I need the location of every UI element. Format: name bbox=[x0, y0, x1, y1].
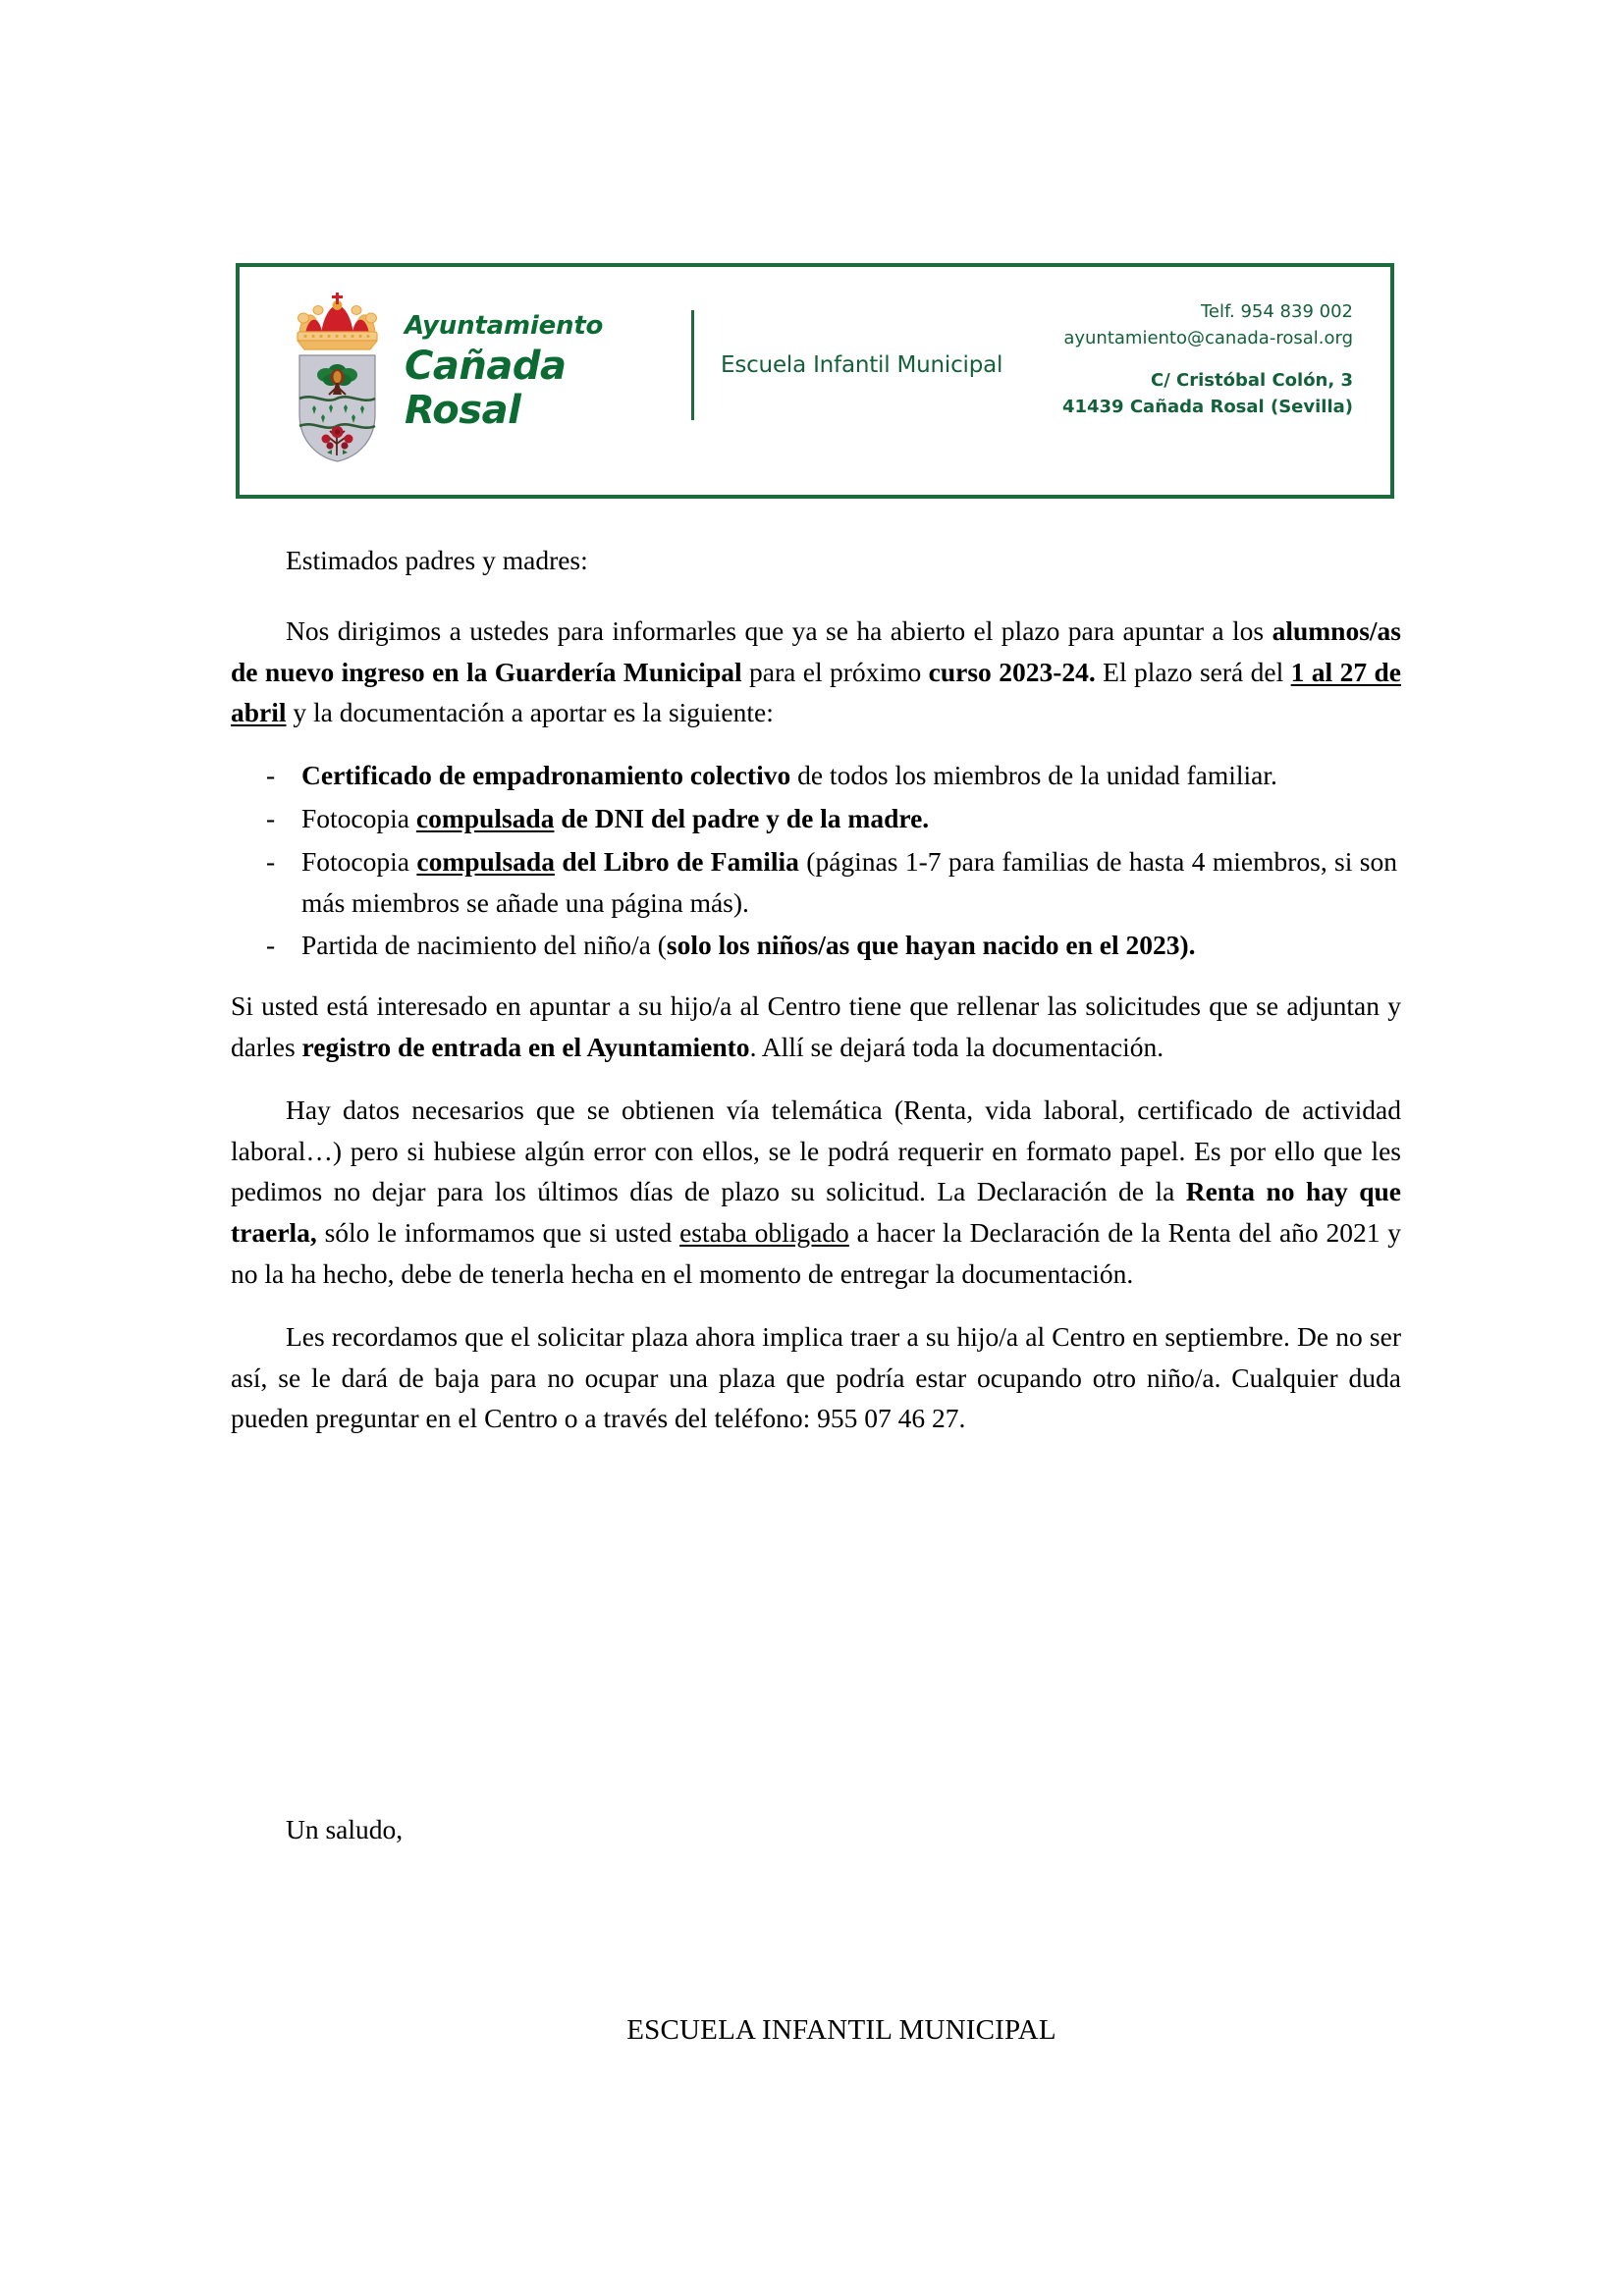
header-divider bbox=[691, 310, 694, 420]
p3-b1: Renta no hay que traerla, bbox=[231, 1176, 1402, 1249]
doc1-bu1: compulsada bbox=[415, 802, 555, 833]
p3-s2: sólo le informamos que si usted bbox=[316, 1217, 680, 1249]
paragraph-2 bbox=[231, 986, 1401, 1068]
doc3-b1: solo los niños/as que hayan nacido en el 2023). bbox=[666, 930, 1196, 961]
letter-body bbox=[231, 540, 1401, 1461]
contact-email: ayuntamiento@canada-rosal.org bbox=[1063, 328, 1353, 348]
list-dash: - bbox=[266, 930, 276, 961]
letter-closing: Un saludo, bbox=[286, 1814, 404, 1844]
p3-s3: a hacer la Declaración de la Renta del año 2021 y no la ha hecho, debe de tenerla hecha en el momento de entregar la documentación. bbox=[231, 1217, 1401, 1289]
list-dash: - bbox=[266, 760, 276, 791]
list-item bbox=[231, 841, 1401, 924]
signature-text: ESCUELA INFANTIL MUNICIPAL bbox=[626, 2014, 1056, 2046]
letterhead-box bbox=[236, 263, 1394, 499]
unit-name: Escuela Infantil Municipal bbox=[721, 352, 1003, 378]
contact-city: 41439 Cañada Rosal (Sevilla) bbox=[1061, 397, 1353, 417]
doc0-b1: Certificado de empadronamiento colectivo bbox=[301, 760, 791, 791]
p2-b1: registro de entrada en el Ayuntamiento bbox=[301, 1031, 750, 1062]
municipality-line1: Ayuntamiento bbox=[405, 311, 604, 341]
signature-block bbox=[0, 2014, 1624, 2047]
p4-s1: Les recordamos que el solicitar plaza ahora implica traer a su hijo/a al Centro en septiembre. De no ser así, se le dará de baja para no ocupar una plaza que podría estar ocupando otro niño/a. Cualquier duda pueden preguntar en el Centro o a través del teléfono: 955 07 46 27. bbox=[231, 1320, 1401, 1434]
list-dash: - bbox=[266, 845, 276, 877]
p2-s1: Si usted está interesado en apuntar a su hijo/a al Centro tiene que rellenar las solicitudes que se adjuntan y darles bbox=[231, 990, 1401, 1062]
p2-s2: . Allí se dejará toda la documentación. bbox=[749, 1031, 1164, 1062]
contact-spacer bbox=[1062, 351, 1353, 367]
list-item bbox=[231, 925, 1401, 966]
contact-block bbox=[1062, 298, 1353, 420]
p3-s1: Hay datos necesarios que se obtienen vía telemática (Renta, vida laboral, certificado de actividad laboral…) pero si hubiese algún error con ellos, se le podrá requerir en formato papel. Es por ello que les pedimos no dejar para los últimos días de plazo su solicitud. La Declaración de la bbox=[231, 1094, 1401, 1207]
coat-of-arms-icon bbox=[286, 289, 389, 463]
list-dash: - bbox=[266, 802, 276, 833]
list-item bbox=[231, 798, 1401, 839]
doc2-b1: del Libro de Familia bbox=[554, 845, 799, 877]
required-documents-list bbox=[231, 755, 1401, 966]
paragraph-4 bbox=[231, 1316, 1401, 1439]
p1-s2: para el próximo bbox=[741, 656, 929, 687]
contact-phone: Telf. 954 839 002 bbox=[1201, 301, 1353, 322]
paragraph-3 bbox=[231, 1090, 1401, 1295]
letter-greeting: Estimados padres y madres: bbox=[286, 545, 588, 575]
doc2-s1: (páginas 1-7 para familias de hasta 4 miembros, si son más miembros se añade una página más). bbox=[301, 845, 1397, 918]
p1-b2: curso 2023-24. bbox=[928, 656, 1096, 687]
p1-s1: Nos dirigimos a ustedes para informarles que ya se ha abierto el plazo para apuntar a los bbox=[286, 614, 1272, 646]
p1-s3: El plazo será del bbox=[1095, 656, 1291, 687]
doc1-s0: Fotocopia bbox=[301, 802, 416, 833]
contact-street: C/ Cristóbal Colón, 3 bbox=[1150, 370, 1353, 391]
municipality-line2: Cañada Rosal bbox=[405, 344, 567, 433]
paragraph-1 bbox=[231, 611, 1401, 733]
doc3-s0: Partida de nacimiento del niño/a ( bbox=[301, 930, 667, 961]
p1-b1: alumnos/as de nuevo ingreso en la Guardería Municipal bbox=[231, 614, 1401, 687]
doc1-b1: de DNI del padre y de la madre. bbox=[554, 802, 930, 833]
doc2-bu1: compulsada bbox=[416, 845, 555, 877]
list-item bbox=[231, 755, 1401, 796]
municipality-wordmark bbox=[405, 312, 660, 433]
p1-bu1: 1 al 27 de abril bbox=[231, 656, 1402, 728]
p1-s4: y la documentación a aportar es la siguiente: bbox=[286, 697, 774, 728]
doc0-s1: de todos los miembros de la unidad familiar. bbox=[790, 760, 1277, 791]
doc2-s0: Fotocopia bbox=[301, 845, 417, 877]
p3-u1: estaba obligado bbox=[679, 1217, 849, 1249]
